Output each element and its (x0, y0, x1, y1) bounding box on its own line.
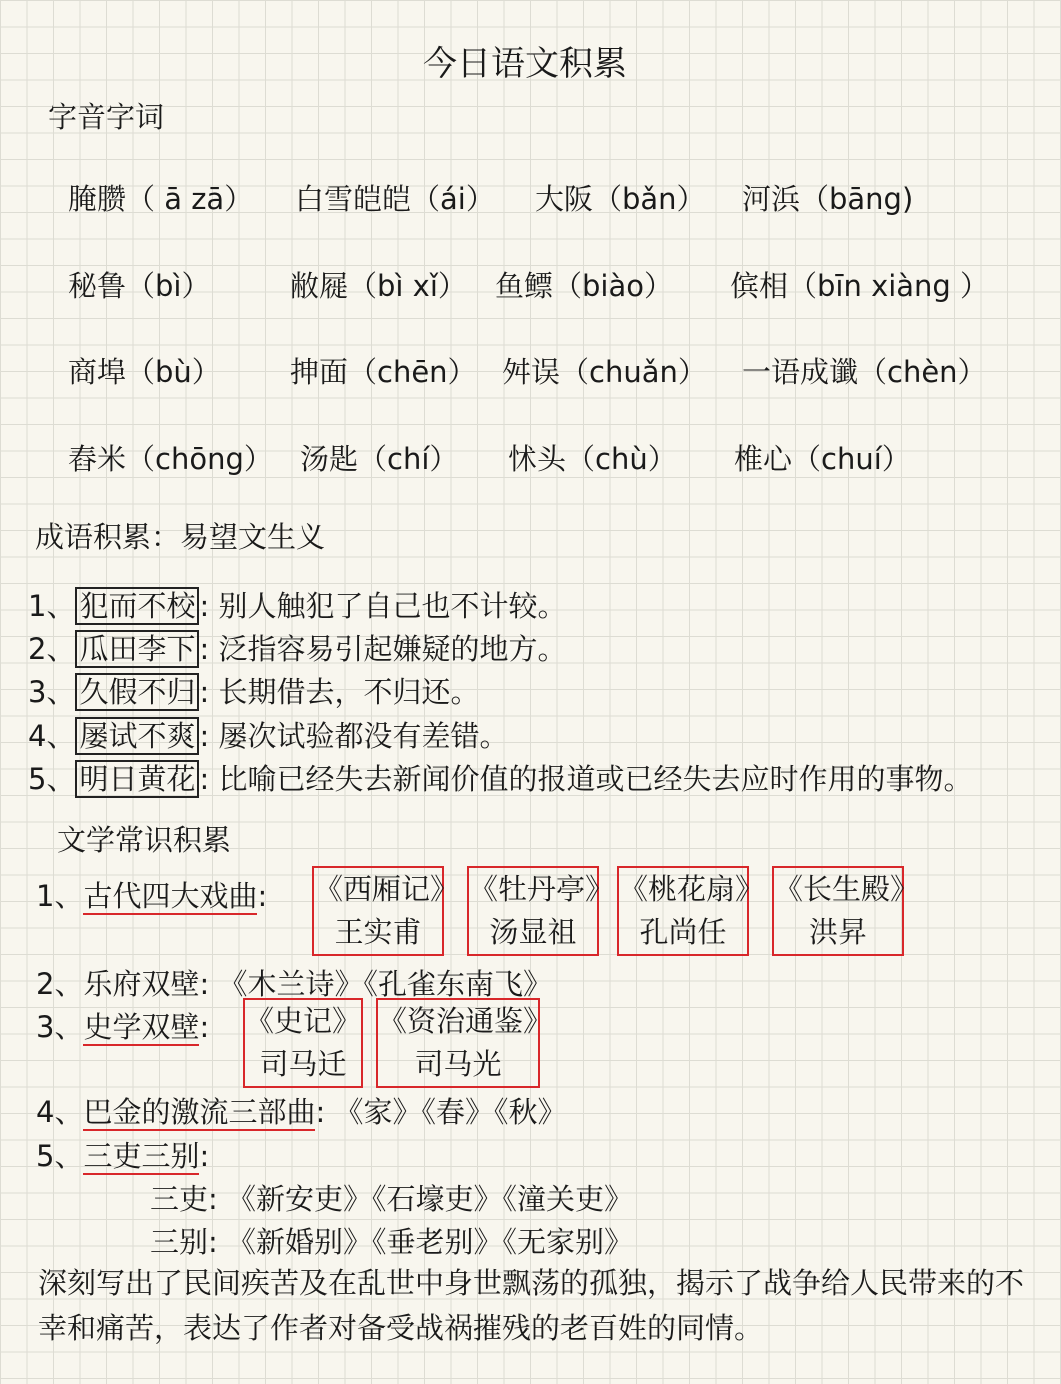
idiom-item (28, 584, 566, 625)
section-heading-literature: 文学常识积累 (57, 823, 232, 857)
item-number: 3、 (28, 675, 76, 709)
work-author: 司马光 (414, 1047, 502, 1081)
work-title: 《桃花扇》 (619, 872, 765, 906)
work-title: 《西厢记》 (314, 872, 460, 906)
page-title: 今日语文积累 (423, 44, 627, 84)
underlined-label: 巴金的激流三部曲 (83, 1095, 316, 1129)
item-number: 4、 (36, 1095, 84, 1129)
idiom-meaning: 比喻已经失去新闻价值的报道或已经失去应时作用的事物。 (218, 762, 973, 796)
idiom-box: 屡试不爽 (75, 717, 199, 755)
word-entry: 抻面（chēn） (290, 355, 477, 389)
item-number: 5、 (28, 762, 76, 796)
section-heading-pronunciation: 字音字词 (48, 100, 165, 134)
work-author: 孔尚任 (639, 915, 727, 949)
underlined-label: 古代四大戏曲 (83, 879, 258, 913)
item-number: 1、 (36, 879, 84, 913)
work-box (243, 998, 363, 1088)
separator: : (199, 1010, 210, 1044)
separator: : (199, 762, 210, 796)
idiom-box: 瓜田李下 (75, 630, 199, 668)
word-entry: 鱼鳔（biào） (495, 269, 673, 303)
idiom-item (28, 670, 479, 711)
work-author: 洪昇 (808, 915, 867, 949)
idiom-item (28, 757, 972, 798)
idiom-box: 犯而不校 (75, 587, 199, 625)
idiom-item (28, 627, 566, 668)
idiom-item (28, 714, 508, 755)
word-entry: 商埠（bù） (68, 355, 221, 389)
lit-item-1 (36, 874, 267, 915)
idiom-meaning: 屡次试验都没有差错。 (218, 719, 509, 753)
lit-label: 乐府双壁 (83, 967, 200, 1001)
work-title: 《长生殿》 (774, 872, 920, 906)
work-title: 《资治通鉴》 (378, 1004, 553, 1038)
work-author: 王实甫 (334, 915, 422, 949)
work-box (467, 866, 615, 956)
item-number: 5、 (36, 1139, 84, 1173)
separator: : (199, 675, 210, 709)
item-number: 4、 (28, 719, 76, 753)
item-number: 2、 (36, 967, 84, 1001)
item-number: 3、 (36, 1010, 84, 1044)
word-entry: 一语成谶（chèn） (742, 355, 987, 389)
sub-item-sanli (150, 1177, 633, 1218)
item-number: 1、 (28, 589, 76, 623)
sub-content: 《新婚别》《垂老别》《无家别》 (227, 1225, 634, 1259)
idiom-meaning: 泛指容易引起嫌疑的地方。 (218, 632, 567, 666)
sub-label: 三别: (150, 1225, 218, 1259)
work-box (617, 866, 765, 956)
underlined-label: 史学双壁 (83, 1010, 200, 1044)
work-author: 汤显祖 (489, 915, 577, 949)
word-entry: 傧相（bīn xiàng ） (730, 269, 990, 303)
work-box (312, 866, 460, 956)
idiom-meaning: 长期借去，不归还。 (218, 675, 480, 709)
word-entry: 河浜（bāng) (742, 182, 914, 216)
word-entry: 汤匙（chí） (300, 442, 459, 476)
lit-item-2 (36, 962, 552, 1003)
work-box (772, 866, 920, 956)
idiom-box: 明日黄花 (75, 760, 199, 798)
separator: : (315, 1095, 326, 1129)
separator: : (199, 589, 210, 623)
lit-item-4 (36, 1090, 566, 1131)
underlined-label: 三吏三别 (83, 1139, 200, 1173)
separator: : (199, 632, 210, 666)
work-box (376, 998, 553, 1088)
separator: : (257, 879, 268, 913)
separator: : (199, 967, 210, 1001)
work-title: 《史记》 (245, 1004, 362, 1038)
work-author: 司马迁 (259, 1047, 347, 1081)
sub-content: 《新安吏》《石壕吏》《潼关吏》 (227, 1182, 634, 1216)
word-entry: 舂米（chōng） (68, 442, 273, 476)
lit-item-5 (36, 1134, 209, 1175)
lit-content: 《家》《春》《秋》 (334, 1095, 567, 1129)
idiom-meaning: 别人触犯了自己也不计较。 (218, 589, 567, 623)
sub-label: 三吏: (150, 1182, 218, 1216)
separator: : (199, 1139, 210, 1173)
separator: : (199, 719, 210, 753)
summary-paragraph: 深刻写出了民间疾苦及在乱世中身世飘荡的孤独，揭示了战争给人民带来的不幸和痛苦，表达了作者对备受战祸摧残的老百姓的同情。 (38, 1266, 1025, 1345)
item-number: 2、 (28, 632, 76, 666)
sub-item-sanbie (150, 1220, 633, 1261)
section-heading-idioms: 成语积累：易望文生义 (35, 520, 326, 554)
idiom-box: 久假不归 (75, 673, 199, 711)
lit-content: 《木兰诗》《孔雀东南飞》 (218, 967, 552, 1001)
work-title: 《牡丹亭》 (469, 872, 615, 906)
word-entry: 舛误（chuǎn） (502, 355, 707, 389)
word-entry: 怵头（chù） (508, 442, 677, 476)
word-entry: 腌臜（ ā zā） (68, 182, 254, 216)
lit-item-3 (36, 1005, 209, 1046)
word-entry: 秘鲁（bì） (68, 269, 211, 303)
word-entry: 白雪皑皑（ái） (295, 182, 495, 216)
word-entry: 敝屣（bì xǐ） (290, 269, 467, 303)
word-entry: 椎心（chuí） (734, 442, 911, 476)
word-entry: 大阪（bǎn） (535, 182, 706, 216)
